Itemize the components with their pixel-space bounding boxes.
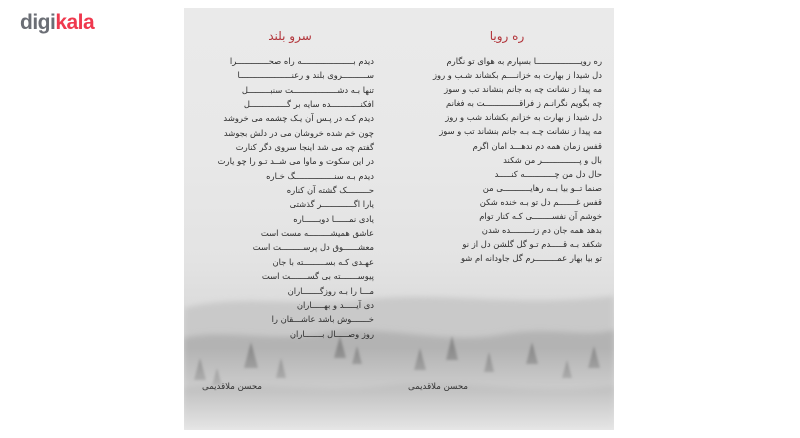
poem-line: افکنــــــــــــده سایه بر گـــــــــــــــل (243, 99, 374, 110)
poem-line: دیدم کـه در پـس آن یـک چشمه می خروشد (223, 113, 374, 124)
poem-sarv-boland (206, 28, 374, 341)
poem-line: قفس زمان همه دم ندهـــد امان اگرم (472, 140, 602, 151)
poem-line: دیدم بـــــــــــــــــــــه راه صحـــــــــــــرا (229, 56, 374, 66)
poem-line: روز وصـــــال بـــــــاران (289, 328, 374, 339)
poem-line: عاشق همیشـــــــــه مست است (260, 228, 374, 239)
poem-line: دیدم بـه سنــــــــــــــــگ خـاره (266, 170, 374, 181)
poem-lines (206, 54, 374, 341)
poem-line: مه پیدا ز نشانت چه به جانم بنشاند تب و سوز (444, 84, 602, 95)
poem-line: در این سکوت و ماوا می شــد تـو را چو یارت (217, 156, 374, 167)
poem-line: عهـدی کـه بســـــــــته با جان (272, 256, 374, 267)
poem-line: حال دل من چــــــــــــه کنـــــد (494, 168, 602, 179)
poem-title: ره رویا (489, 29, 525, 43)
poem-line: ســــــــــروی بلند و رعنـــــــــــــــــــــا (237, 70, 374, 81)
poem-title: سرو بلند (268, 29, 312, 43)
poem-line: گفتم چه می شد اینجا سروی دگر کنارت (235, 142, 374, 153)
album-inlay-image (184, 8, 614, 430)
digikala-logo[interactable] (20, 12, 94, 33)
poem-line: بدهد همه جان دم زنـــــــــده شدن (481, 225, 602, 236)
poem-line: دل شیدا ز بهارت به خزانم بکشاند شب و روز (445, 112, 602, 123)
poem-line: یادی نمــــــا دوبــــــاره (293, 213, 374, 224)
author-name: محسن ملاقدیمی (202, 382, 262, 392)
logo-digi: digi (20, 11, 56, 34)
poem-line: یارا اگـــــــــــــر گذشتی (289, 199, 374, 210)
poem-line: چه بگویم نگرانـم ز فراقــــــــــــــت به فغانم (446, 98, 602, 109)
logo-kala: kala (55, 11, 95, 34)
poem-line: تو بیا بهار عمـــــــــرم گل جاودانه ام شو (460, 253, 602, 264)
author-name: محسن ملاقدیمی (408, 382, 468, 392)
poem-line: دل شیدا ز بهارت به خزانــــم بکشاند شـب و روز (432, 70, 602, 81)
poem-line: مـــا را بـه روزگـــــــاران (287, 285, 374, 296)
poem-lines (412, 54, 602, 265)
poem-line: حـــــــــک گشته آن کناره (286, 185, 374, 196)
poem-line: قفس غـــــــم دل تو بـه خنده شکن (479, 196, 602, 207)
poem-line: معشــــــوق دل پرســـــــــت است (252, 242, 374, 253)
poem-line: مه پیدا ز نشانت چـه بـه جانم بنشاند تب و سوز (439, 126, 602, 137)
poem-line: تنها بـه دشــــــــــــــــــت سنبـــــــــل (241, 84, 374, 95)
poem-line: دی آیـــــد و بهـــــاران (296, 299, 374, 310)
poem-line: شکفد بـه قـــــدم تـو گل گلشن دل از نو (462, 239, 602, 250)
poem-line: خـــــــوش باشد عاشـــقان را (271, 314, 374, 325)
poem-line: صنما تــو بیا بــه رهایـــــــــــی من (482, 182, 602, 193)
poem-line: ره رویــــــــــــــــــا بسپارم به هوای تو نگارم (446, 56, 602, 66)
poem-line: پیوســـــــته بی گســـــــت است (261, 271, 374, 282)
poem-line: بال و پـــــــــــــــر من شکند (503, 154, 602, 165)
poem-line: خوشم آن نفســــــــی کـه کنار توام (479, 211, 602, 222)
poem-rah-roya (412, 28, 602, 265)
poem-line: چون خم شده خروشان می در دلش بجوشد (223, 127, 374, 138)
